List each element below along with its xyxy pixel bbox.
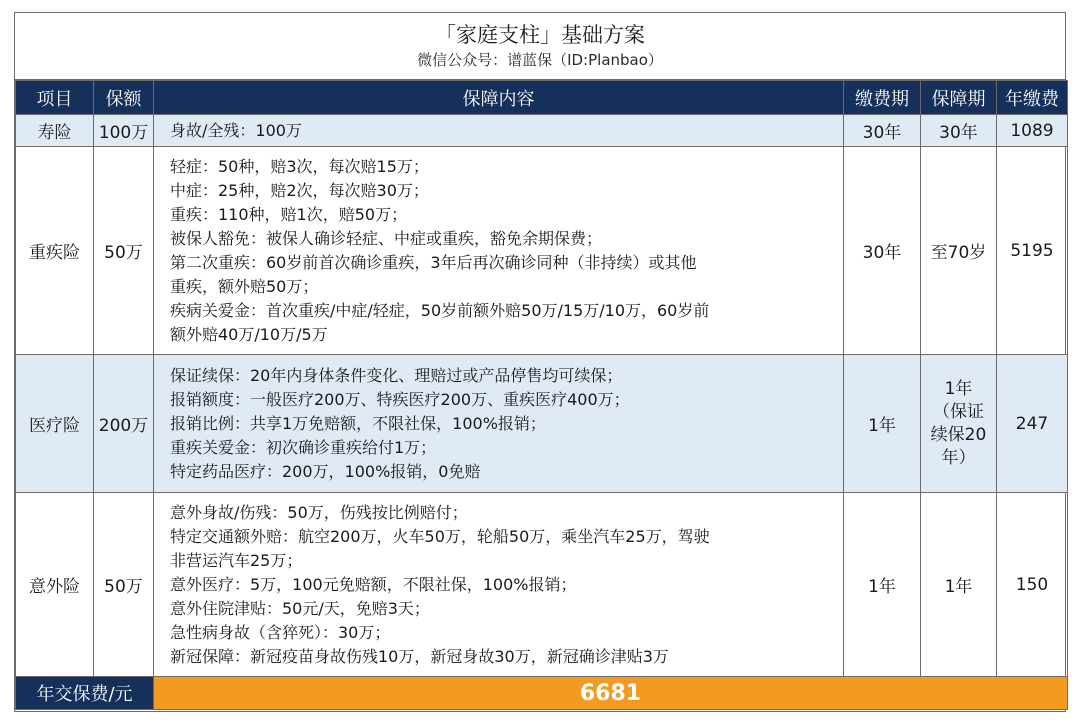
content-line: 第二次重疾：60岁前首次确诊重疾，3年后再次确诊同种（非持续）或其他 — [170, 252, 697, 272]
content-line: 意外住院津贴：50元/天，免赔3天； — [170, 598, 430, 618]
content-line: 报销额度：一般医疗200万、特疾医疗200万、重疾医疗400万； — [170, 389, 630, 409]
content-line: 身故/全残：100万 — [170, 120, 302, 140]
cell-amount: 50万 — [94, 493, 154, 677]
cell-premium: 150 — [997, 493, 1068, 677]
content-line: 轻症：50种，赔3次，每次赔15万； — [170, 156, 429, 176]
header-content: 保障内容 — [154, 81, 844, 115]
cell-pay-period: 30年 — [844, 115, 921, 147]
content-line: 中症：25种，赔2次，每次赔30万； — [170, 180, 429, 200]
cell-cover-period — [921, 355, 997, 493]
content-line: 意外医疗：5万，100元免赔额，不限社保，100%报销； — [170, 574, 577, 594]
content-line: 特定交通额外赔：航空200万，火车50万，轮船50万，乘坐汽车25万，驾驶 — [170, 526, 710, 546]
cell-premium: 1089 — [997, 115, 1068, 147]
page-subtitle: 微信公众号：谱蓝保（ID:Planbao） — [417, 51, 663, 69]
cell-content — [154, 493, 844, 677]
cell-premium: 247 — [997, 355, 1068, 493]
cell-cover-period: 1年 — [921, 493, 997, 677]
header-pay-period: 缴费期 — [844, 81, 921, 115]
content-line: 急性病身故（含猝死）：30万； — [170, 622, 391, 642]
title-block — [15, 13, 1065, 80]
plan-table — [15, 80, 1068, 710]
content-line: 保证续保：20年内身体条件变化、理赔过或产品停售均可续保； — [170, 365, 623, 385]
cell-amount: 100万 — [94, 115, 154, 147]
cell-item: 重疾险 — [16, 147, 94, 355]
page-title: 「家庭支柱」基础方案 — [435, 23, 645, 47]
cell-cover-period: 至70岁 — [921, 147, 997, 355]
table-row-life — [16, 115, 1068, 147]
cell-content — [154, 355, 844, 493]
table-row-critical-illness — [16, 147, 1068, 355]
cover-line: 年） — [941, 447, 976, 468]
plan-sheet — [14, 12, 1066, 712]
cell-pay-period: 30年 — [844, 147, 921, 355]
cell-item: 医疗险 — [16, 355, 94, 493]
content-line: 重疾：110种，赔1次，赔50万； — [170, 204, 408, 224]
content-line: 额外赔40万/10万/5万 — [170, 324, 328, 344]
total-value: 6681 — [154, 677, 1068, 710]
content-line: 被保人豁免：被保人确诊轻症、中症或重疾，豁免余期保费； — [170, 228, 603, 248]
cell-premium: 5195 — [997, 147, 1068, 355]
content-line: 非营运汽车25万； — [170, 550, 303, 570]
content-line: 报销比例：共享1万免赔额，不限社保，100%报销； — [170, 413, 546, 433]
cover-line: 1年 — [944, 378, 973, 399]
cell-amount: 200万 — [94, 355, 154, 493]
cell-content — [154, 115, 844, 147]
cell-cover-period: 30年 — [921, 115, 997, 147]
content-line: 特定药品医疗：200万，100%报销，0免赔 — [170, 461, 481, 481]
table-header-row — [16, 81, 1068, 115]
cell-item: 意外险 — [16, 493, 94, 677]
header-premium: 年缴费 — [997, 81, 1068, 115]
cell-pay-period: 1年 — [844, 493, 921, 677]
header-amount: 保额 — [94, 81, 154, 115]
content-line: 疾病关爱金：首次重疾/中症/轻症，50岁前额外赔50万/15万/10万，60岁前 — [170, 300, 710, 320]
header-cover-period: 保障期 — [921, 81, 997, 115]
table-row-medical — [16, 355, 1068, 493]
header-item: 项目 — [16, 81, 94, 115]
cell-amount: 50万 — [94, 147, 154, 355]
cover-line: 续保20 — [930, 424, 987, 445]
total-label: 年交保费/元 — [16, 677, 154, 710]
table-row-accident — [16, 493, 1068, 677]
cell-item: 寿险 — [16, 115, 94, 147]
cell-content — [154, 147, 844, 355]
cover-line: （保证 — [933, 401, 984, 422]
total-row — [16, 677, 1068, 710]
content-line: 重疾关爱金：初次确诊重疾给付1万； — [170, 437, 437, 457]
cell-pay-period: 1年 — [844, 355, 921, 493]
content-line: 意外身故/伤残：50万，伤残按比例赔付； — [170, 502, 468, 522]
content-line: 重疾，额外赔50万； — [170, 276, 319, 296]
content-line: 新冠保障：新冠疫苗身故伤残10万，新冠身故30万，新冠确诊津贴3万 — [170, 646, 669, 666]
